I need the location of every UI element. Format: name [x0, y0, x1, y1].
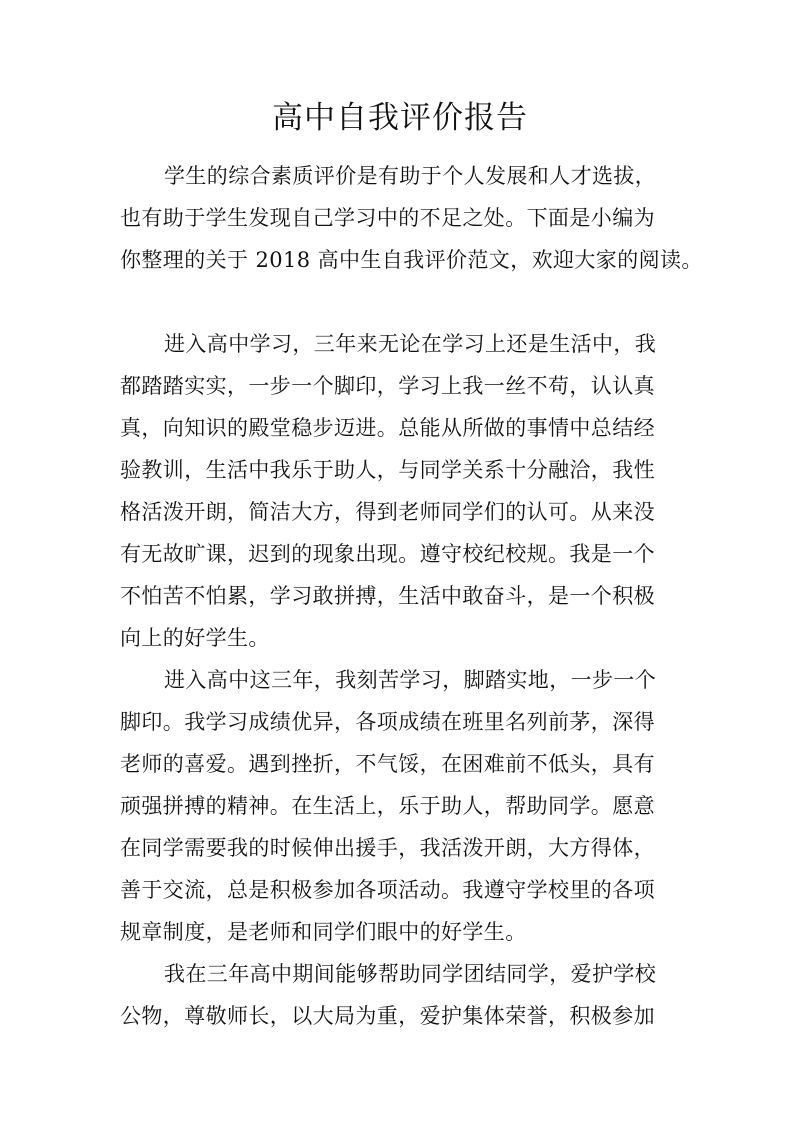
text-line: 我在三年高中期间能够帮助同学团结同学，爱护学校	[164, 962, 657, 986]
paragraph-1	[120, 323, 700, 659]
text-line: 脚印。我学习成绩优异，各项成绩在班里名列前茅，深得	[120, 710, 655, 734]
document-body	[120, 155, 703, 1037]
text-line: 验教训，生活中我乐于助人，与同学关系十分融洽，我性	[120, 458, 655, 482]
text-line: 老师的喜爱。遇到挫折，不气馁，在困难前不低头，具有	[120, 752, 655, 776]
text-line: 向上的好学生。	[120, 626, 270, 650]
text-line: 你整理的关于 2018 高中生自我评价范文，欢迎大家的阅读。	[120, 248, 703, 272]
text-line: 有无故旷课，迟到的现象出现。遵守校纪校规。我是一个	[120, 542, 655, 566]
text-line: 真，向知识的殿堂稳步迈进。总能从所做的事情中总结经	[120, 416, 655, 440]
text-line: 规章制度，是老师和同学们眼中的好学生。	[120, 920, 527, 944]
text-line: 都踏踏实实，一步一个脚印，学习上我一丝不苟，认认真	[120, 374, 655, 398]
text-line: 进入高中这三年，我刻苦学习，脚踏实地，一步一个	[164, 668, 657, 692]
text-line: 也有助于学生发现自己学习中的不足之处。下面是小编为	[120, 206, 655, 230]
paragraph-gap	[120, 281, 700, 323]
text-line: 善于交流，总是积极参加各项活动。我遵守学校里的各项	[120, 878, 655, 902]
text-line: 顽强拼搏的精神。在生活上，乐于助人，帮助同学。愿意	[120, 794, 655, 818]
intro-paragraph	[120, 155, 703, 281]
text-line: 格活泼开朗，简洁大方，得到老师同学们的认可。从来没	[120, 500, 655, 524]
text-line: 公物，尊敬师长，以大局为重，爱护集体荣誉，积极参加	[120, 1004, 655, 1028]
text-line: 学生的综合素质评价是有助于个人发展和人才选拔，	[164, 164, 657, 188]
text-line: 在同学需要我的时候伸出援手，我活泼开朗，大方得体，	[120, 836, 655, 860]
text-line: 不怕苦不怕累，学习敢拼搏，生活中敢奋斗，是一个积极	[120, 584, 655, 608]
text-line: 进入高中学习，三年来无论在学习上还是生活中，我	[164, 332, 657, 356]
paragraph-3	[120, 953, 700, 1037]
paragraph-2	[120, 659, 700, 953]
document-title: 高中自我评价报告	[272, 100, 528, 136]
